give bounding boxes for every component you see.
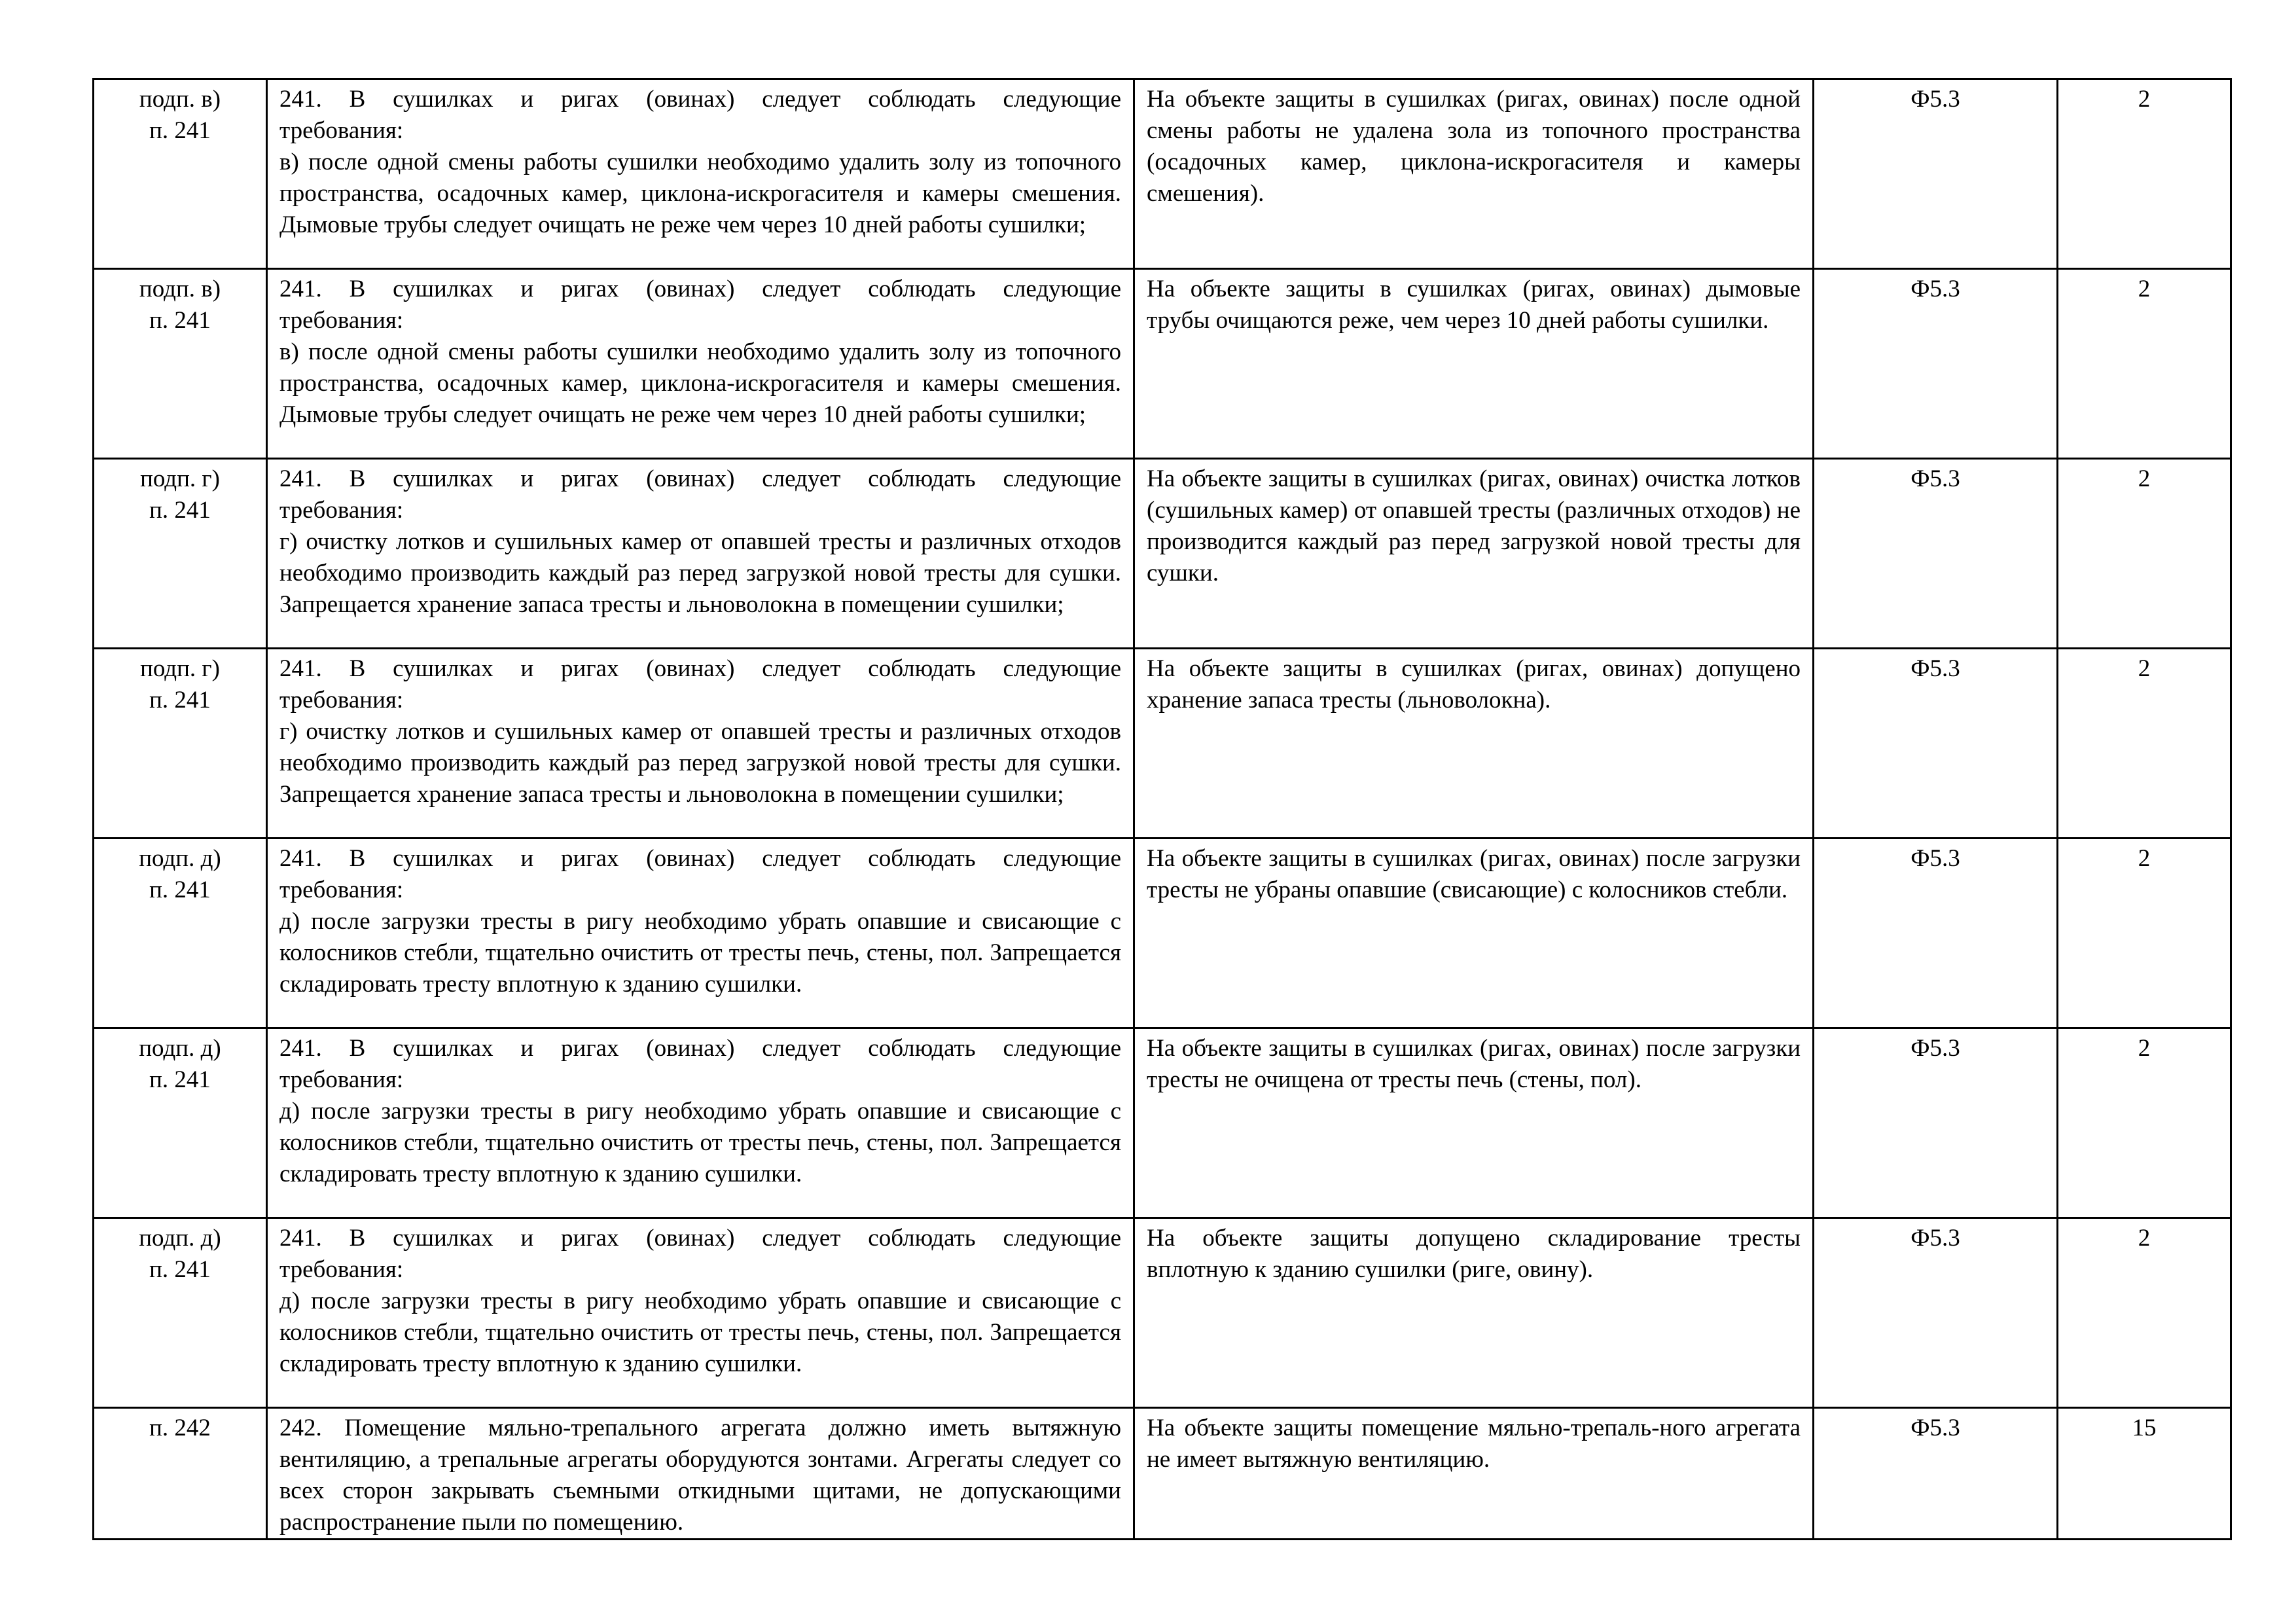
violation-cell	[1134, 649, 1814, 839]
violation-text: На объекте защиты в сушилках (ригах, овинах) дымовые трубы очищаются реже, чем через 10 дней работы сушилки.	[1147, 276, 1801, 334]
violation-text: На объекте защиты в сушилках (ригах, овинах) после загрузки тресты не убраны опавшие (свисающие) с колосников стебли.	[1147, 845, 1801, 903]
violation-text: На объекте защиты в сушилках (ригах, овинах) допущено хранение запаса тресты (льноволокна).	[1147, 655, 1801, 713]
reference-cell	[94, 79, 267, 269]
value-cell: 15	[2058, 1408, 2231, 1540]
value-cell: 2	[2058, 79, 2231, 269]
requirement-heading-end: требования:	[279, 307, 404, 334]
violation-cell	[1134, 1408, 1814, 1540]
requirement-text: д) после загрузки тресты в ригу необходимо убрать опавшие и свисающие с колосников стебли, тщательно очистить от тресты печь, стены, пол. Запрещается складировать тресту вплотную к зданию сушилки.	[279, 1098, 1121, 1187]
requirement-text: в) после одной смены работы сушилки необходимо удалить золу из топочного пространства, осадочных камер, циклона-искрогасителя и камеры смешения. Дымовые трубы следует очищать не реже чем через 10 дней работы сушилки;	[279, 338, 1121, 428]
class-cell: Ф5.3	[1814, 839, 2058, 1028]
violation-text: На объекте защиты в сушилках (ригах, овинах) после одной смены работы не удалена зола из топочного пространства (осадочных камер, циклона-искрогасителя и камеры смешения).	[1147, 86, 1801, 207]
requirement-heading-end: требования:	[279, 1066, 404, 1093]
reference-cell	[94, 1408, 267, 1540]
value-cell: 2	[2058, 459, 2231, 649]
table-row	[94, 1028, 2231, 1218]
table-row	[94, 269, 2231, 459]
requirement-cell	[267, 459, 1134, 649]
value-cell: 2	[2058, 1028, 2231, 1218]
reference-subitem: подп. г)	[140, 655, 220, 682]
reference-item: п. 241	[149, 1066, 211, 1093]
violation-cell	[1134, 269, 1814, 459]
requirement-heading: 241. В сушилках и ригах (овинах) следует соблюдать следующие	[279, 276, 1121, 302]
requirement-text: д) после загрузки тресты в ригу необходимо убрать опавшие и свисающие с колосников стебли, тщательно очистить от тресты печь, стены, пол. Запрещается складировать тресту вплотную к зданию сушилки.	[279, 1288, 1121, 1377]
reference-subitem: подп. в)	[139, 86, 221, 113]
table-row	[94, 79, 2231, 269]
reference-item: п. 241	[149, 876, 211, 903]
reference-cell	[94, 839, 267, 1028]
requirement-cell	[267, 79, 1134, 269]
violation-cell	[1134, 839, 1814, 1028]
reference-subitem: подп. г)	[140, 465, 220, 492]
requirement-heading-end: требования:	[279, 687, 404, 713]
requirement-heading: 241. В сушилках и ригах (овинах) следует соблюдать следующие	[279, 845, 1121, 872]
requirement-cell	[267, 839, 1134, 1028]
reference-cell	[94, 459, 267, 649]
requirements-table	[92, 78, 2232, 1540]
reference-item: п. 241	[149, 687, 211, 713]
requirement-text: 242. Помещение мяльно-трепального агрегата должно иметь вытяжную вентиляцию, а трепальные агрегаты оборудуются зонтами. Агрегаты следует со всех сторон закрывать съемными откидными щитами, не допускающими распространение пыли по помещению.	[279, 1415, 1121, 1536]
violation-cell	[1134, 459, 1814, 649]
requirement-cell	[267, 1028, 1134, 1218]
requirement-heading: 241. В сушилках и ригах (овинах) следует соблюдать следующие	[279, 655, 1121, 682]
requirement-heading-end: требования:	[279, 497, 404, 524]
requirement-heading: 241. В сушилках и ригах (овинах) следует соблюдать следующие	[279, 465, 1121, 492]
requirement-heading-end: требования:	[279, 117, 404, 144]
requirement-heading-end: требования:	[279, 876, 404, 903]
reference-item: п. 241	[149, 1256, 211, 1283]
reference-item: п. 242	[149, 1415, 211, 1441]
table-row	[94, 649, 2231, 839]
class-cell: Ф5.3	[1814, 459, 2058, 649]
table-row	[94, 839, 2231, 1028]
reference-item: п. 241	[149, 497, 211, 524]
reference-cell	[94, 1218, 267, 1408]
violation-text: На объекте защиты в сушилках (ригах, овинах) очистка лотков (сушильных камер) от опавшей тресты (различных отходов) не производится каждый раз перед загрузкой новой тресты для сушки.	[1147, 465, 1801, 586]
reference-item: п. 241	[149, 307, 211, 334]
requirement-cell	[267, 1408, 1134, 1540]
requirement-heading-end: требования:	[279, 1256, 404, 1283]
reference-item: п. 241	[149, 117, 211, 144]
requirement-text: г) очистку лотков и сушильных камер от опавшей тресты и различных отходов необходимо производить каждый раз перед загрузкой новой тресты для сушки. Запрещается хранение запаса тресты и льноволокна в помещении сушилки;	[279, 528, 1121, 618]
requirement-heading: 241. В сушилках и ригах (овинах) следует соблюдать следующие	[279, 1035, 1121, 1062]
requirement-text: д) после загрузки тресты в ригу необходимо убрать опавшие и свисающие с колосников стебли, тщательно очистить от тресты печь, стены, пол. Запрещается складировать тресту вплотную к зданию сушилки.	[279, 908, 1121, 998]
value-cell: 2	[2058, 1218, 2231, 1408]
class-cell: Ф5.3	[1814, 649, 2058, 839]
value-cell: 2	[2058, 649, 2231, 839]
table-row	[94, 1218, 2231, 1408]
requirement-cell	[267, 269, 1134, 459]
class-cell: Ф5.3	[1814, 1218, 2058, 1408]
class-cell: Ф5.3	[1814, 1028, 2058, 1218]
requirement-heading: 241. В сушилках и ригах (овинах) следует соблюдать следующие	[279, 1225, 1121, 1252]
violation-cell	[1134, 1028, 1814, 1218]
class-cell: Ф5.3	[1814, 269, 2058, 459]
reference-subitem: подп. д)	[139, 1035, 221, 1062]
reference-cell	[94, 649, 267, 839]
class-cell: Ф5.3	[1814, 79, 2058, 269]
violation-text: На объекте защиты допущено складирование тресты вплотную к зданию сушилки (риге, овину).	[1147, 1225, 1801, 1283]
violation-text: На объекте защиты помещение мяльно-трепаль-ного агрегата не имеет вытяжную вентиляцию.	[1147, 1415, 1801, 1473]
table-row	[94, 459, 2231, 649]
violation-cell	[1134, 79, 1814, 269]
requirement-text: г) очистку лотков и сушильных камер от опавшей тресты и различных отходов необходимо производить каждый раз перед загрузкой новой тресты для сушки. Запрещается хранение запаса тресты и льноволокна в помещении сушилки;	[279, 718, 1121, 808]
reference-subitem: подп. в)	[139, 276, 221, 302]
value-cell: 2	[2058, 269, 2231, 459]
reference-cell	[94, 269, 267, 459]
reference-subitem: подп. д)	[139, 845, 221, 872]
requirement-text: в) после одной смены работы сушилки необходимо удалить золу из топочного пространства, осадочных камер, циклона-искрогасителя и камеры смешения. Дымовые трубы следует очищать не реже чем через 10 дней работы сушилки;	[279, 149, 1121, 238]
class-cell: Ф5.3	[1814, 1408, 2058, 1540]
table-row	[94, 1408, 2231, 1540]
violation-cell	[1134, 1218, 1814, 1408]
requirement-cell	[267, 649, 1134, 839]
reference-subitem: подп. д)	[139, 1225, 221, 1252]
requirement-heading: 241. В сушилках и ригах (овинах) следует соблюдать следующие	[279, 86, 1121, 113]
reference-cell	[94, 1028, 267, 1218]
value-cell: 2	[2058, 839, 2231, 1028]
requirement-cell	[267, 1218, 1134, 1408]
violation-text: На объекте защиты в сушилках (ригах, овинах) после загрузки тресты не очищена от тресты печь (стены, пол).	[1147, 1035, 1801, 1093]
